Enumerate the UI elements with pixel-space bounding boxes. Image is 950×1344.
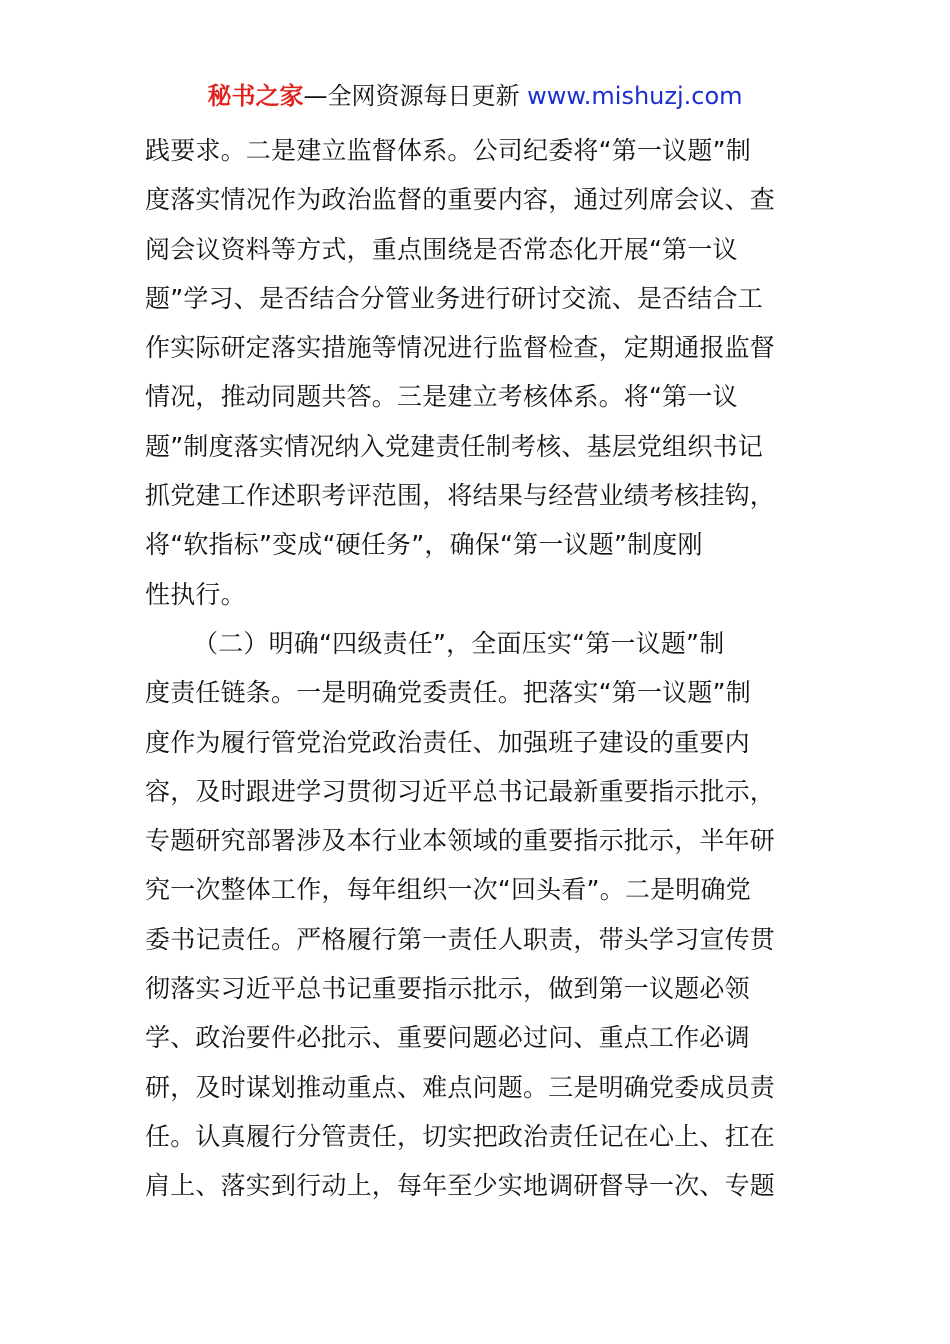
text-line: 性执行。 xyxy=(145,579,246,609)
text-line: 彻落实习近平总书记重要指示批示，做到第一议题必领 xyxy=(145,974,750,1004)
section-heading-line: （二）明确“四级责任”，全面压实“第一议题”制 xyxy=(193,628,725,658)
site-tagline: —全网资源每日更新 xyxy=(303,82,528,110)
text-line: 抓党建工作述职考评范围，将结果与经营业绩考核挂钩， xyxy=(145,481,776,511)
text-line: 学、政治要件必批示、重要问题必过问、重点工作必调 xyxy=(145,1023,750,1053)
text-line: 践要求。二是建立监督体系。公司纪委将“第一议题”制 xyxy=(145,136,751,165)
text-line: 题”制度落实情况纳入党建责任制考核、基层党组织书记 xyxy=(145,431,763,461)
text-line: 度落实情况作为政治监督的重要内容，通过列席会议、查 xyxy=(145,185,776,215)
text-line: 专题研究部署涉及本行业本领域的重要指示批示，半年研 xyxy=(145,826,776,856)
text-line: 度责任链条。一是明确党委责任。把落实“第一议题”制 xyxy=(145,678,751,708)
text-line: 作实际研定落实措施等情况进行监督检查，定期通报监督 xyxy=(145,333,776,363)
site-header xyxy=(0,80,950,112)
text-line: 题”学习、是否结合分管业务进行研讨交流、是否结合工 xyxy=(145,283,763,313)
text-line: 容，及时跟进学习贯彻习近平总书记最新重要指示批示， xyxy=(145,776,776,806)
document-body xyxy=(145,126,810,1211)
text-line: 度作为履行管党治党政治责任、加强班子建设的重要内 xyxy=(145,727,750,757)
text-line: 情况，推动同题共答。三是建立考核体系。将“第一议 xyxy=(145,382,738,412)
text-line: 肩上、落实到行动上，每年至少实地调研督导一次、专题 xyxy=(145,1171,776,1201)
text-line: 究一次整体工作，每年组织一次“回头看”。二是明确党 xyxy=(145,875,751,905)
text-line: 阅会议资料等方式，重点围绕是否常态化开展“第一议 xyxy=(145,234,738,264)
text-line: 研，及时谋划推动重点、难点问题。三是明确党委成员责 xyxy=(145,1072,776,1102)
text-line: 任。认真履行分管责任，切实把政治责任记在心上、扛在 xyxy=(145,1121,776,1151)
site-url-link[interactable]: www.mishuzj.com xyxy=(527,82,743,110)
text-line: 委书记责任。严格履行第一责任人职责，带头学习宣传贯 xyxy=(145,924,776,954)
text-line: 将“软指标”变成“硬任务”，确保“第一议题”制度刚 xyxy=(145,530,703,560)
site-brand: 秘书之家 xyxy=(207,82,304,110)
